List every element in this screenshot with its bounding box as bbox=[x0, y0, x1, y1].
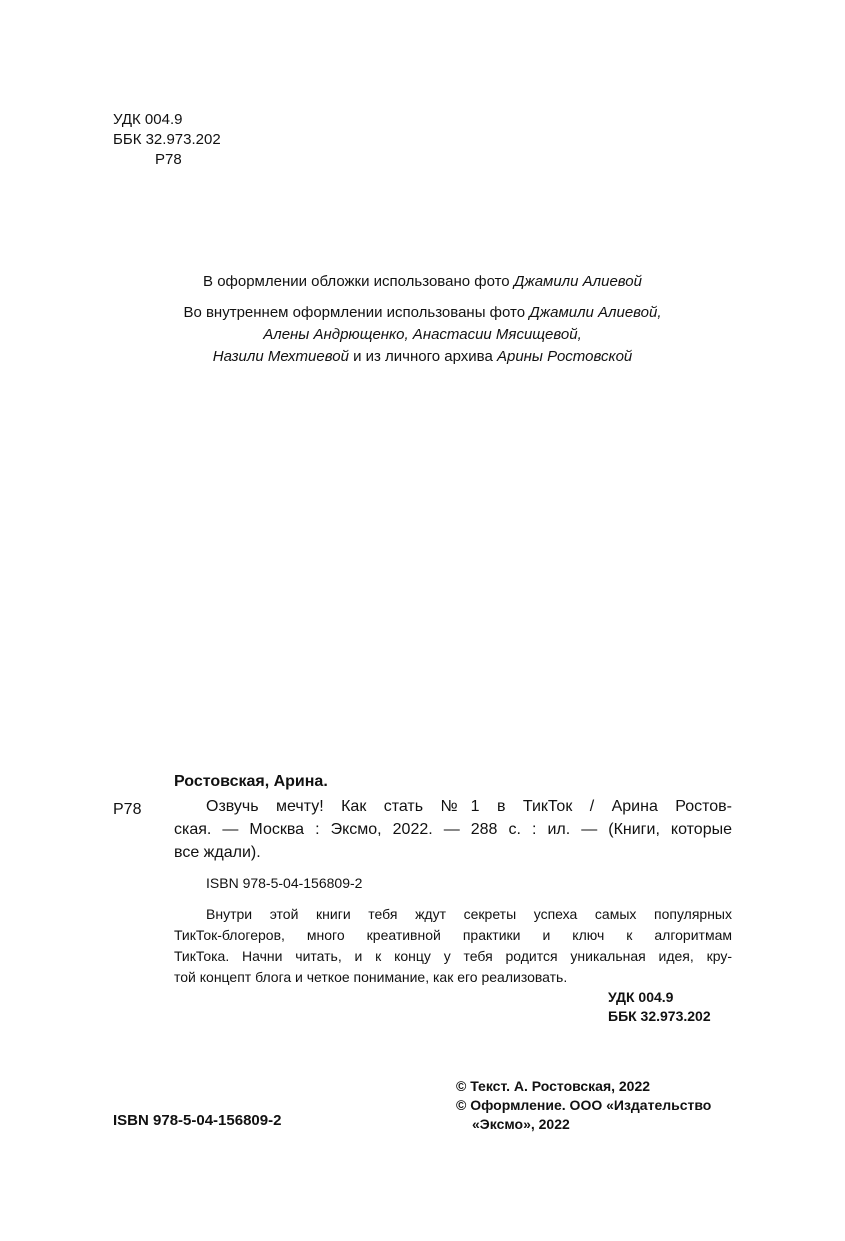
catalog-bbk: ББК 32.973.202 bbox=[608, 1008, 711, 1024]
author-mark: Р78 bbox=[155, 151, 182, 168]
copyright-design-line-2: «Эксмо», 2022 bbox=[472, 1116, 570, 1132]
bbk-code: ББК 32.973.202 bbox=[113, 131, 221, 148]
inner-photo-credit bbox=[60, 302, 785, 368]
udk-code: УДК 004.9 bbox=[113, 111, 183, 128]
cover-photo-credit bbox=[60, 271, 785, 293]
inner-credit-line-3 bbox=[60, 346, 785, 368]
inner-credit-prefix: Во внутреннем оформлении использованы фото bbox=[183, 304, 530, 321]
catalog-desc-line-3: все ждали). bbox=[174, 844, 261, 861]
catalog-abstract bbox=[174, 904, 732, 988]
catalog-udk: УДК 004.9 bbox=[608, 989, 674, 1005]
abstract-line-1: Внутри этой книги тебя ждут секреты успеха самых популярных bbox=[206, 906, 732, 922]
catalog-classification bbox=[608, 988, 711, 1026]
inner-credit-name-1: Джамили Алиевой, bbox=[529, 304, 662, 321]
cover-credit-name: Джамили Алиевой bbox=[513, 273, 642, 290]
catalog-author-mark: Р78 bbox=[113, 801, 142, 818]
abstract-line-3: ТикТока. Начни читать, и к концу у тебя родится уникальная идея, кру- bbox=[174, 948, 732, 964]
catalog-isbn: ISBN 978-5-04-156809-2 bbox=[206, 875, 363, 891]
copyright-design-line-1: © Оформление. ООО «Издательство bbox=[456, 1097, 712, 1113]
cover-credit-prefix: В оформлении обложки использовано фото bbox=[203, 273, 514, 290]
catalog-desc-line-2: ская. — Москва : Эксмо, 2022. — 288 с. : ил. — (Книги, которые bbox=[174, 821, 732, 838]
inner-credit-name-4: Арины Ростовской bbox=[496, 348, 633, 365]
inner-credit-line-2 bbox=[60, 324, 785, 346]
catalog-description bbox=[174, 795, 732, 864]
catalog-desc-line-1: Озвучь мечту! Как стать №1 в ТикТок / Арина Ростов- bbox=[206, 798, 732, 815]
abstract-line-4: той концепт блога и четкое понимание, как его реализовать. bbox=[174, 969, 568, 985]
copyright-block bbox=[456, 1077, 711, 1134]
top-classification bbox=[113, 110, 221, 170]
abstract-line-2: ТикТок-блогеров, много креативной практики и ключ к алгоритмам bbox=[174, 927, 732, 943]
copyright-text: © Текст. А. Ростовская, 2022 bbox=[456, 1078, 651, 1094]
catalog-author-heading: Ростовская, Арина. bbox=[174, 773, 328, 790]
inner-credit-name-3: Назили Мехтиевой bbox=[212, 348, 349, 365]
inner-credit-line-1 bbox=[60, 302, 785, 324]
isbn-bottom: ISBN 978-5-04-156809-2 bbox=[113, 1112, 282, 1129]
inner-credit-name-2: Алены Андрющенко, Анастасии Мясищевой, bbox=[263, 326, 582, 343]
inner-credit-mid: и из личного архива bbox=[348, 348, 497, 365]
